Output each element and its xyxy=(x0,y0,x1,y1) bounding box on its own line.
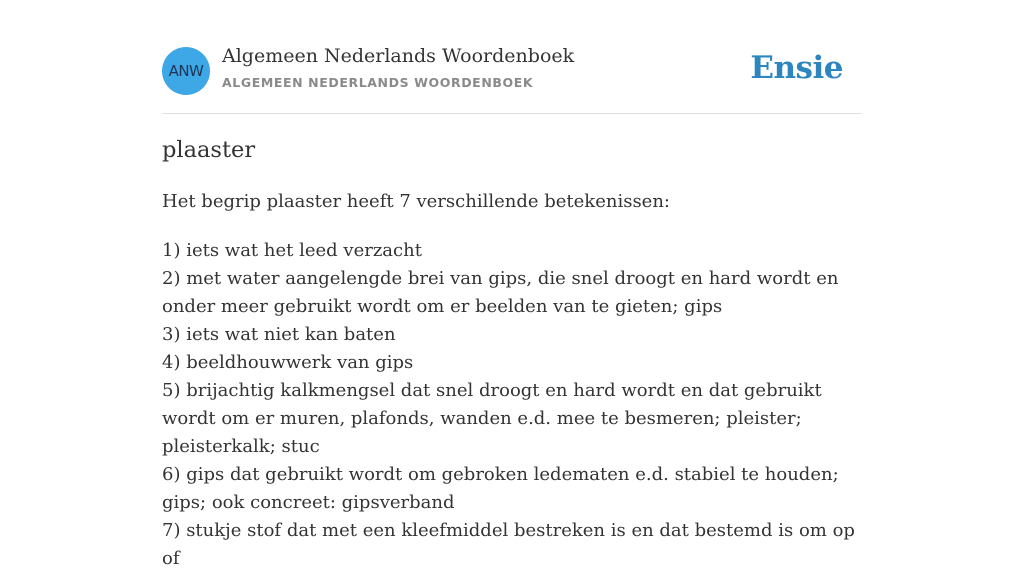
anw-logo[interactable]: ANW xyxy=(162,47,210,95)
definition-item: 1) iets wat het leed verzacht xyxy=(162,240,422,261)
source-subtitle: ALGEMEEN NEDERLANDS WOORDENBOEK xyxy=(222,75,534,90)
definition-item: 5) brijachtig kalkmengsel dat snel droogt en hard wordt en dat gebruikt wordt om er muren, plafonds, wanden e.d. mee te besmeren; pleister; pleisterkalk; stuc xyxy=(162,380,822,457)
content-container xyxy=(162,0,862,569)
ensie-logo[interactable]: Ensie xyxy=(750,50,843,86)
entry-intro: Het begrip plaaster heeft 7 verschillende betekenissen: xyxy=(162,191,670,212)
definition-item: 7) stukje stof dat met een kleefmiddel bestreken is en dat bestemd is om op of xyxy=(162,520,855,569)
definition-item: 2) met water aangelengde brei van gips, die snel droogt en hard wordt en onder meer gebruikt wordt om er beelden van te gieten; gips xyxy=(162,268,839,317)
definition-item: 3) iets wat niet kan baten xyxy=(162,324,396,345)
definition-list xyxy=(162,237,862,573)
definition-item: 4) beeldhouwwerk van gips xyxy=(162,352,414,373)
source-title[interactable]: Algemeen Nederlands Woordenboek xyxy=(222,45,575,67)
source-header xyxy=(162,0,862,114)
entry-term: plaaster xyxy=(162,137,256,163)
definition-item: 6) gips dat gebruikt wordt om gebroken ledematen e.d. stabiel te houden; gips; ook concreet: gipsverband xyxy=(162,464,839,513)
